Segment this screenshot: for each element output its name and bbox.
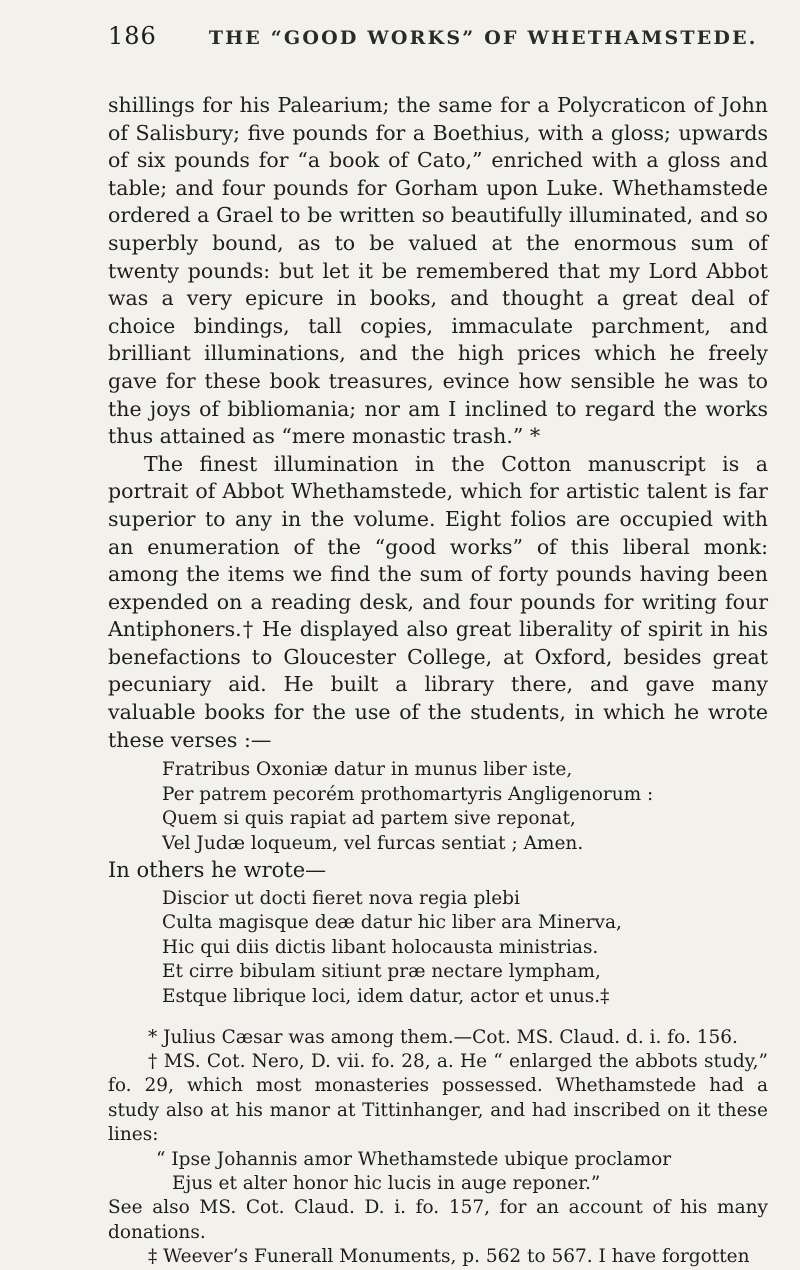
verse-line: Fratribus Oxoniæ datur in munus liber iste, [162, 759, 573, 781]
footnote-2: † MS. Cot. Nero, D. vii. fo. 28, a. He “ enlarged the abbots study,” fo. 29, which most monasteries possessed. Whethamstede had a study also at his manor at Tittinhanger, and had inscribed on it these lines: [108, 1051, 768, 1146]
paragraph-1: shillings for his Palearium; the same for a Polycraticon of John of Salisbury; five pounds for a Boethius, with a gloss; upwards of six pounds for “a book of Cato,” enriched with a gloss and table; and four pounds for Gorham upon Luke. Whethamstede ordered a Grael to be written so beautifully illuminated, and so superbly bound, as to be valued at the enormous sum of twenty pounds: but let it be remembered that my Lord Abbot was a very epicure in books, and thought a great deal of choice bindings, tall copies, immaculate parchment, and brilliant illuminations, and the high prices which he freely gave for these book treasures, evince how sensible he was to the joys of bibliomania; nor am I inclined to regard the works thus attained as “mere monastic trash.” * [108, 93, 768, 449]
verse-line: Quem si quis rapiat ad partem sive reponat, [162, 808, 576, 830]
footnote-quote-line: Ejus et alter honor hic lucis in auge reponer.” [172, 1173, 601, 1195]
verse-line: Culta magisque deæ datur hic liber ara Minerva, [162, 912, 622, 934]
verse-line: Vel Judæ loqueum, vel furcas sentiat ; Amen. [162, 833, 584, 855]
footnotes [108, 1026, 768, 1270]
verse-block-2 [108, 887, 768, 1010]
verse-intro: In others he wrote— [108, 857, 327, 882]
footnote-1: * Julius Cæsar was among them.—Cot. MS. Claud. d. i. fo. 156. [148, 1026, 738, 1048]
page-number: 186 [108, 22, 157, 50]
verse-line: Hic qui diis dictis libant holocausta ministrias. [162, 936, 599, 958]
verse-line: Estque librique loci, idem datur, actor et unus.‡ [162, 986, 610, 1007]
footnote-3: ‡ Weever’s Funerall Monuments, p. 562 to 567. I have forgotten [148, 1246, 750, 1268]
footnote-quote-line: “ Ipse Johannis amor Whethamstede ubique proclamor [156, 1148, 672, 1170]
running-title: THE “GOOD WORKS” OF WHETHAMSTEDE. [208, 27, 758, 49]
verse-block-1 [108, 758, 768, 856]
paragraph-2: The finest illumination in the Cotton manuscript is a portrait of Abbot Whethamstede, which for artistic talent is far superior to any in the volume. Eight folios are occupied with an enumeration of the “good works” of this liberal monk: among the items we find the sum of forty pounds having been expended on a reading desk, and four pounds for writing four Antiphoners.† He displayed also great liberality of spirit in his benefactions to Gloucester College, at Oxford, besides great pecuniary aid. He built a library there, and gave many valuable books for the use of the students, in which he wrote these verses :— [108, 451, 768, 752]
verse-line: Et cirre bibulam sitiunt præ nectare lympham, [162, 961, 601, 983]
main-text [108, 92, 768, 1270]
page-header [108, 22, 768, 58]
verse-line: Discior ut docti fieret nova regia plebi [162, 887, 520, 909]
footnote-2-continuation: See also MS. Cot. Claud. D. i. fo. 157, for an account of his many donations. [108, 1197, 768, 1243]
verse-line: Per patrem pecorém prothomartyris Angligenorum : [162, 783, 654, 805]
